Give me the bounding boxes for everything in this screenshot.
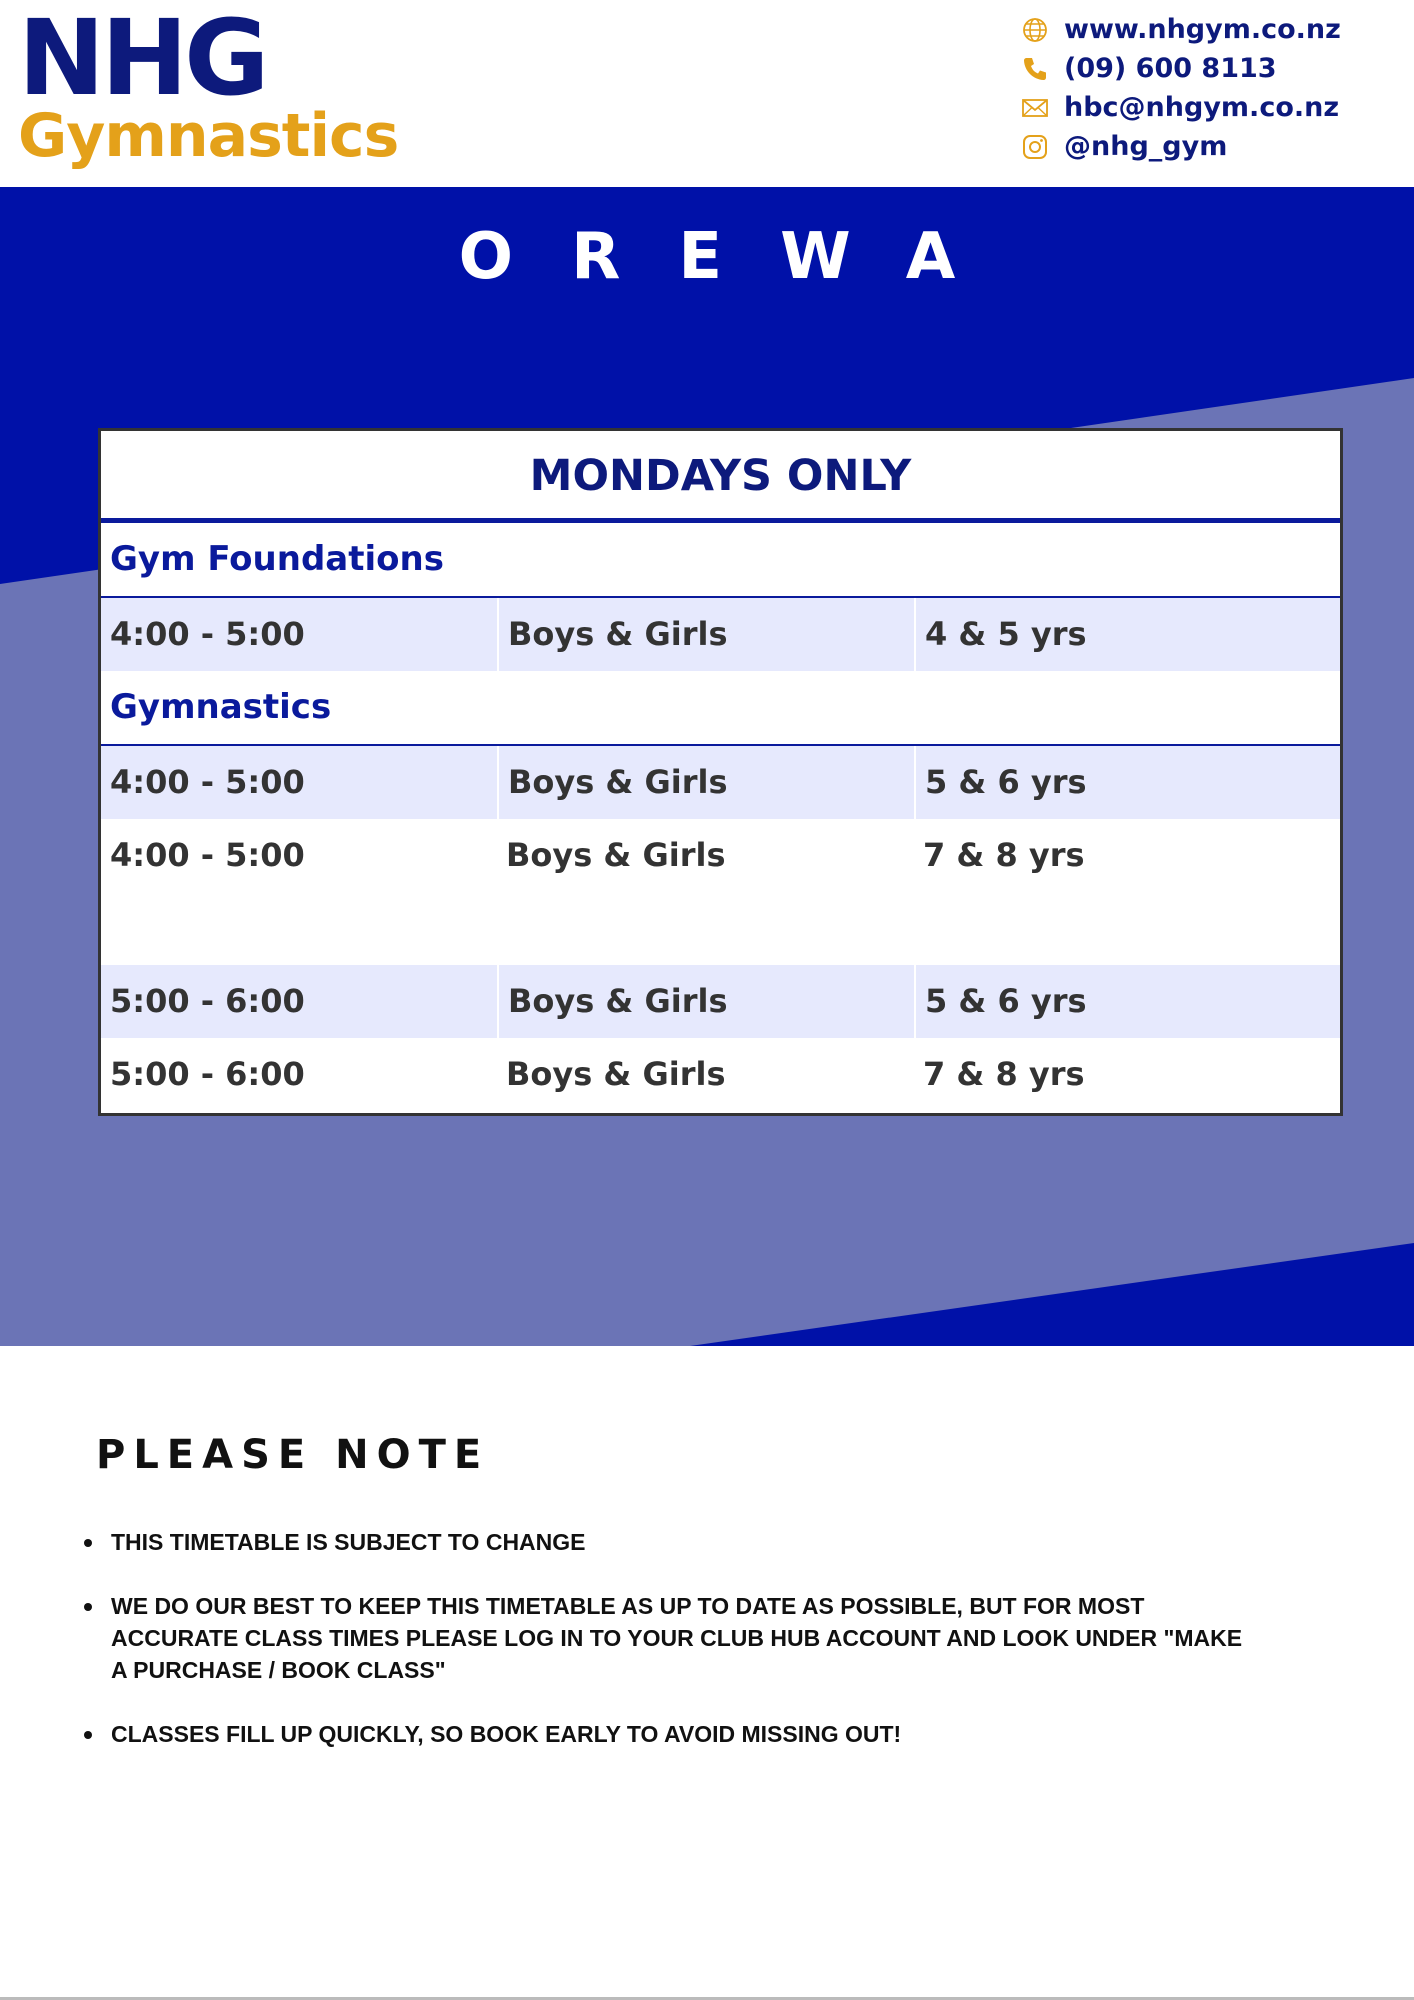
globe-icon (1020, 15, 1050, 45)
notes-list (80, 1526, 1260, 1782)
website-text: www.nhgym.co.nz (1064, 14, 1341, 45)
class-age: 4 & 5 yrs (914, 598, 1340, 671)
section-title-gymnastics: Gymnastics (101, 671, 1340, 746)
table-row (101, 965, 1340, 1038)
class-group: Boys & Girls (506, 1055, 726, 1093)
class-group: Boys & Girls (506, 836, 726, 874)
list-item (80, 1718, 1260, 1750)
class-time: 5:00 - 6:00 (110, 1055, 305, 1093)
list-item (80, 1526, 1260, 1558)
class-group: Boys & Girls (497, 598, 914, 671)
table-row (101, 598, 1340, 671)
bullet-icon (84, 1731, 92, 1739)
contact-website[interactable] (1020, 10, 1400, 49)
table-row (101, 819, 1340, 965)
header (0, 0, 1414, 187)
notes-title: PLEASE NOTE (96, 1432, 490, 1478)
class-age: 7 & 8 yrs (923, 836, 1085, 874)
note-text: CLASSES FILL UP QUICKLY, SO BOOK EARLY TO AVOID MISSING OUT! (111, 1721, 902, 1747)
contact-instagram[interactable] (1020, 127, 1400, 166)
bullet-icon (84, 1539, 92, 1547)
list-item (80, 1590, 1260, 1686)
phone-icon (1020, 54, 1050, 84)
class-time: 4:00 - 5:00 (110, 615, 305, 653)
timetable-heading: MONDAYS ONLY (101, 431, 1340, 523)
logo-wordmark-nhg: NHG (18, 0, 266, 119)
instagram-icon (1020, 132, 1050, 162)
bullet-icon (84, 1603, 92, 1611)
email-text: hbc@nhgym.co.nz (1064, 92, 1340, 123)
contact-list (1020, 10, 1400, 166)
brand-logo[interactable] (18, 0, 399, 171)
phone-text: (09) 600 8113 (1064, 53, 1277, 84)
contact-email[interactable] (1020, 88, 1400, 127)
table-row (101, 746, 1340, 819)
class-time: 5:00 - 6:00 (110, 982, 305, 1020)
class-time: 4:00 - 5:00 (110, 763, 305, 801)
class-age: 7 & 8 yrs (923, 1055, 1085, 1093)
logo-wordmark-gymnastics: Gymnastics (18, 101, 399, 171)
note-text: THIS TIMETABLE IS SUBJECT TO CHANGE (111, 1529, 586, 1555)
note-text: WE DO OUR BEST TO KEEP THIS TIMETABLE AS UP TO DATE AS POSSIBLE, BUT FOR MOST ACCURATE CLASS TIMES PLEASE LOG IN TO YOUR CLUB HUB ACCOUNT AND LOOK UNDER "MAKE A PURCHASE / BOOK CLASS" (111, 1593, 1243, 1683)
location-title: OREWA (458, 220, 1014, 294)
timetable (98, 428, 1343, 1116)
class-group: Boys & Girls (497, 965, 914, 1038)
class-age: 5 & 6 yrs (914, 746, 1340, 819)
section-title-gym-foundations: Gym Foundations (101, 523, 1340, 598)
instagram-text: @nhg_gym (1064, 131, 1228, 162)
mail-icon (1020, 93, 1050, 123)
class-group: Boys & Girls (497, 746, 914, 819)
table-row (101, 1038, 1340, 1111)
class-age: 5 & 6 yrs (914, 965, 1340, 1038)
class-time: 4:00 - 5:00 (110, 836, 305, 874)
contact-phone[interactable] (1020, 49, 1400, 88)
